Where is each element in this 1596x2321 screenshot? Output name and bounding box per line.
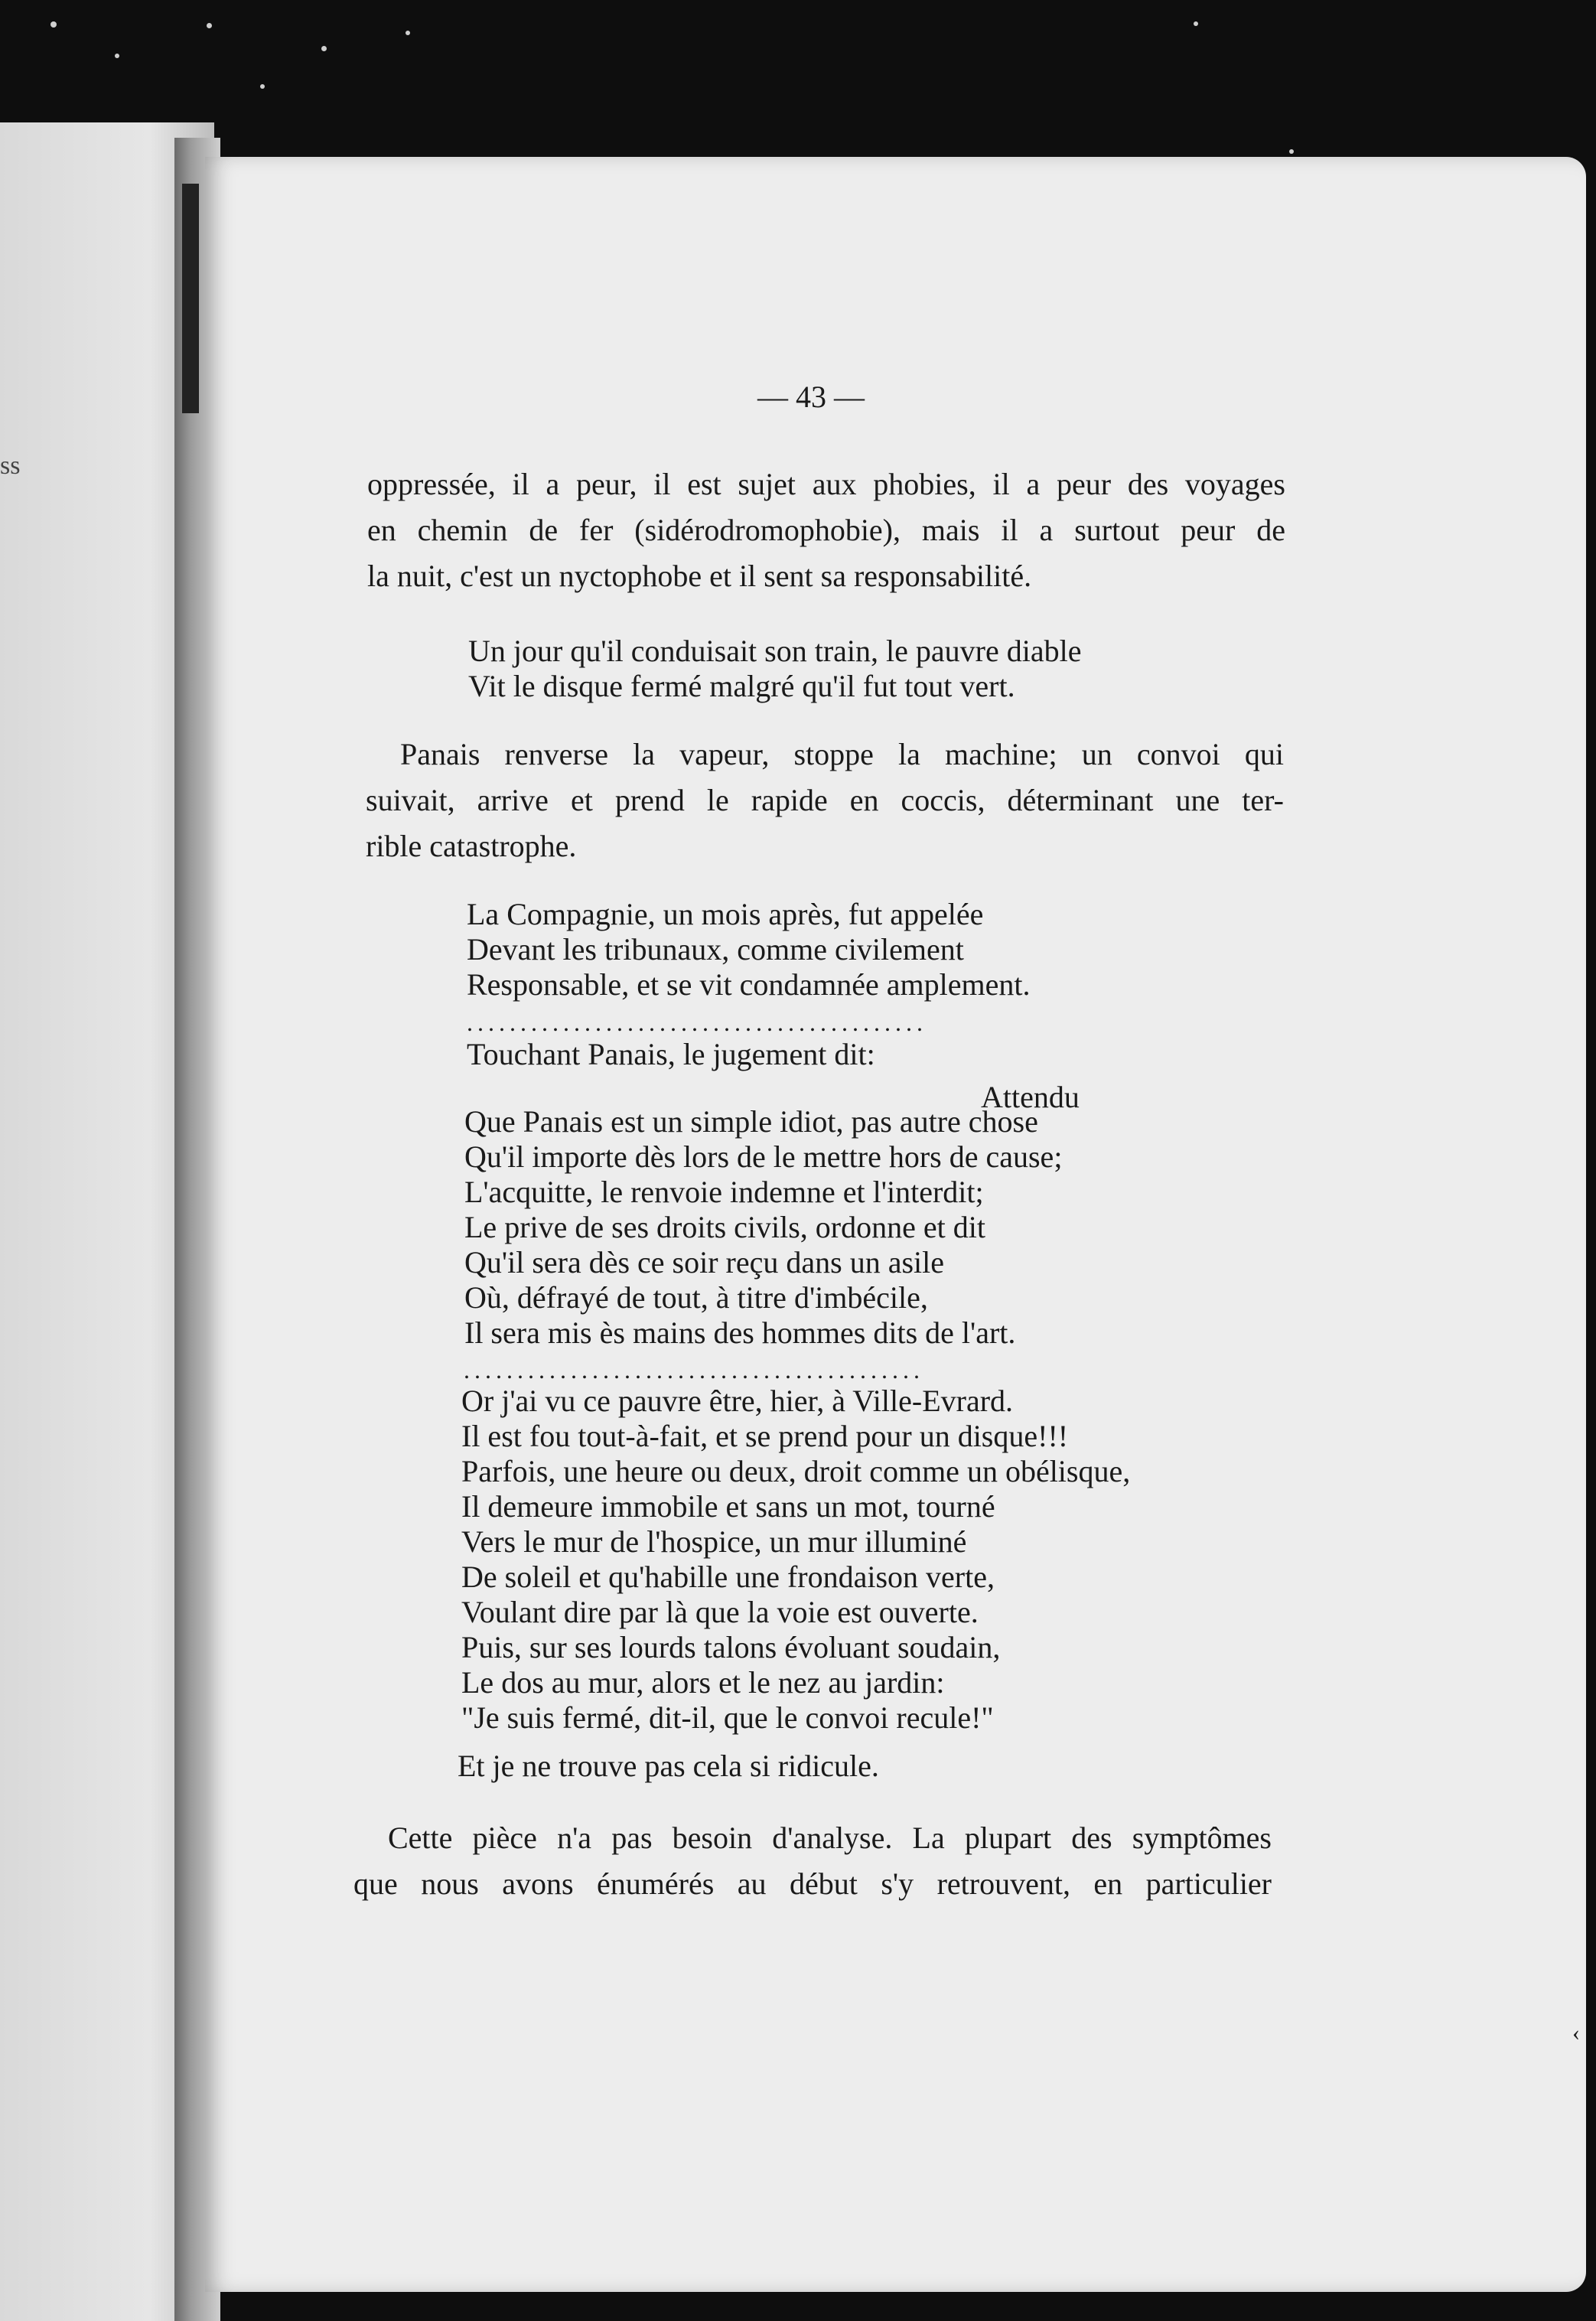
verse-line: "Je suis fermé, dit-il, que le convoi recule!": [461, 1700, 994, 1735]
text-line: Panais renverse la vapeur, stoppe la machine; un convoi qui: [400, 737, 1284, 771]
verse-line: Vers le mur de l'hospice, un mur illuminé: [461, 1524, 967, 1559]
paragraph-1: [367, 461, 1285, 599]
text-line: Cette pièce n'a pas besoin d'analyse. La plupart des symptômes: [388, 1821, 1272, 1855]
verse-line: L'acquitte, le renvoie indemne et l'interdit;: [464, 1175, 984, 1209]
paragraph-2: [366, 732, 1284, 869]
verse-line: Qu'il sera dès ce soir reçu dans un asile: [464, 1245, 944, 1279]
verse-line: Que Panais est un simple idiot, pas autre chose: [464, 1104, 1038, 1139]
text-line: rible catastrophe.: [366, 829, 577, 863]
scan-speck: [207, 23, 212, 28]
paragraph-3: [353, 1815, 1272, 1907]
verse-closing-line: Et je ne trouve pas cela si ridicule.: [458, 1749, 879, 1783]
verse-line: Responsable, et se vit condamnée amplement.: [467, 967, 1031, 1002]
verse-attendu: Attendu: [981, 1080, 1080, 1114]
text-line: la nuit, c'est un nyctophobe et il sent sa responsabilité.: [367, 559, 1032, 593]
verse-line: Puis, sur ses lourds talons évoluant soudain,: [461, 1630, 1001, 1664]
ellipsis-separator: ...........................................: [464, 1356, 924, 1384]
gutter-shadow: [182, 184, 199, 413]
verse-line: Parfois, une heure ou deux, droit comme un obélisque,: [461, 1454, 1131, 1488]
text-line: oppressée, il a peur, il est sujet aux phobies, il a peur des voyages: [367, 467, 1285, 501]
text-line: en chemin de fer (sidérodromophobie), mais il a surtout peur de: [367, 513, 1285, 547]
verse-line: Le dos au mur, alors et le nez au jardin:: [461, 1665, 945, 1700]
verse-line: Devant les tribunaux, comme civilement: [467, 932, 964, 967]
verse-block-1: [468, 634, 1081, 704]
scan-speck: [406, 31, 410, 35]
verse-line: La Compagnie, un mois après, fut appelée: [467, 897, 984, 931]
text-line: suivait, arrive et prend le rapide en coccis, déterminant une ter-: [366, 783, 1284, 817]
verse-block-4: [461, 1384, 1130, 1736]
verse-line: Où, défrayé de tout, à titre d'imbécile,: [464, 1280, 928, 1315]
verse-line: Vit le disque fermé malgré qu'il fut tout vert.: [468, 669, 1015, 703]
margin-mark: ‹: [1572, 2020, 1580, 2046]
verse-line: Voulant dire par là que la voie est ouverte.: [461, 1595, 979, 1629]
verse-line: Il est fou tout-à-fait, et se prend pour un disque!!!: [461, 1419, 1069, 1453]
verse-line: Or j'ai vu ce pauvre être, hier, à Ville-Evrard.: [461, 1384, 1014, 1418]
verse-line: Il demeure immobile et sans un mot, tourné: [461, 1489, 995, 1524]
scan-speck: [321, 46, 327, 51]
verse-line: Qu'il importe dès lors de le mettre hors de cause;: [464, 1139, 1063, 1174]
scan-speck: [115, 54, 119, 58]
scan-speck: [1289, 149, 1294, 154]
ellipsis-separator: ...........................................: [467, 1009, 927, 1036]
text-line: que nous avons énumérés au début s'y retrouvent, en particulier: [353, 1866, 1272, 1901]
verse-block-2: [467, 897, 1030, 1002]
page-number: — 43 —: [757, 380, 865, 414]
verse-line: Le prive de ses droits civils, ordonne et dit: [464, 1210, 985, 1244]
verse-line: Un jour qu'il conduisait son train, le pauvre diable: [468, 634, 1082, 668]
facing-page-text-fragment: ss: [0, 451, 21, 480]
scan-speck: [260, 84, 265, 89]
scan-speck: [1194, 21, 1198, 26]
verse-intro: Touchant Panais, le jugement dit:: [467, 1037, 875, 1071]
scan-speck: [50, 21, 57, 28]
verse-line: Il sera mis ès mains des hommes dits de l'art.: [464, 1315, 1016, 1350]
verse-line: De soleil et qu'habille une frondaison verte,: [461, 1560, 995, 1594]
verse-block-3: [464, 1104, 1062, 1351]
